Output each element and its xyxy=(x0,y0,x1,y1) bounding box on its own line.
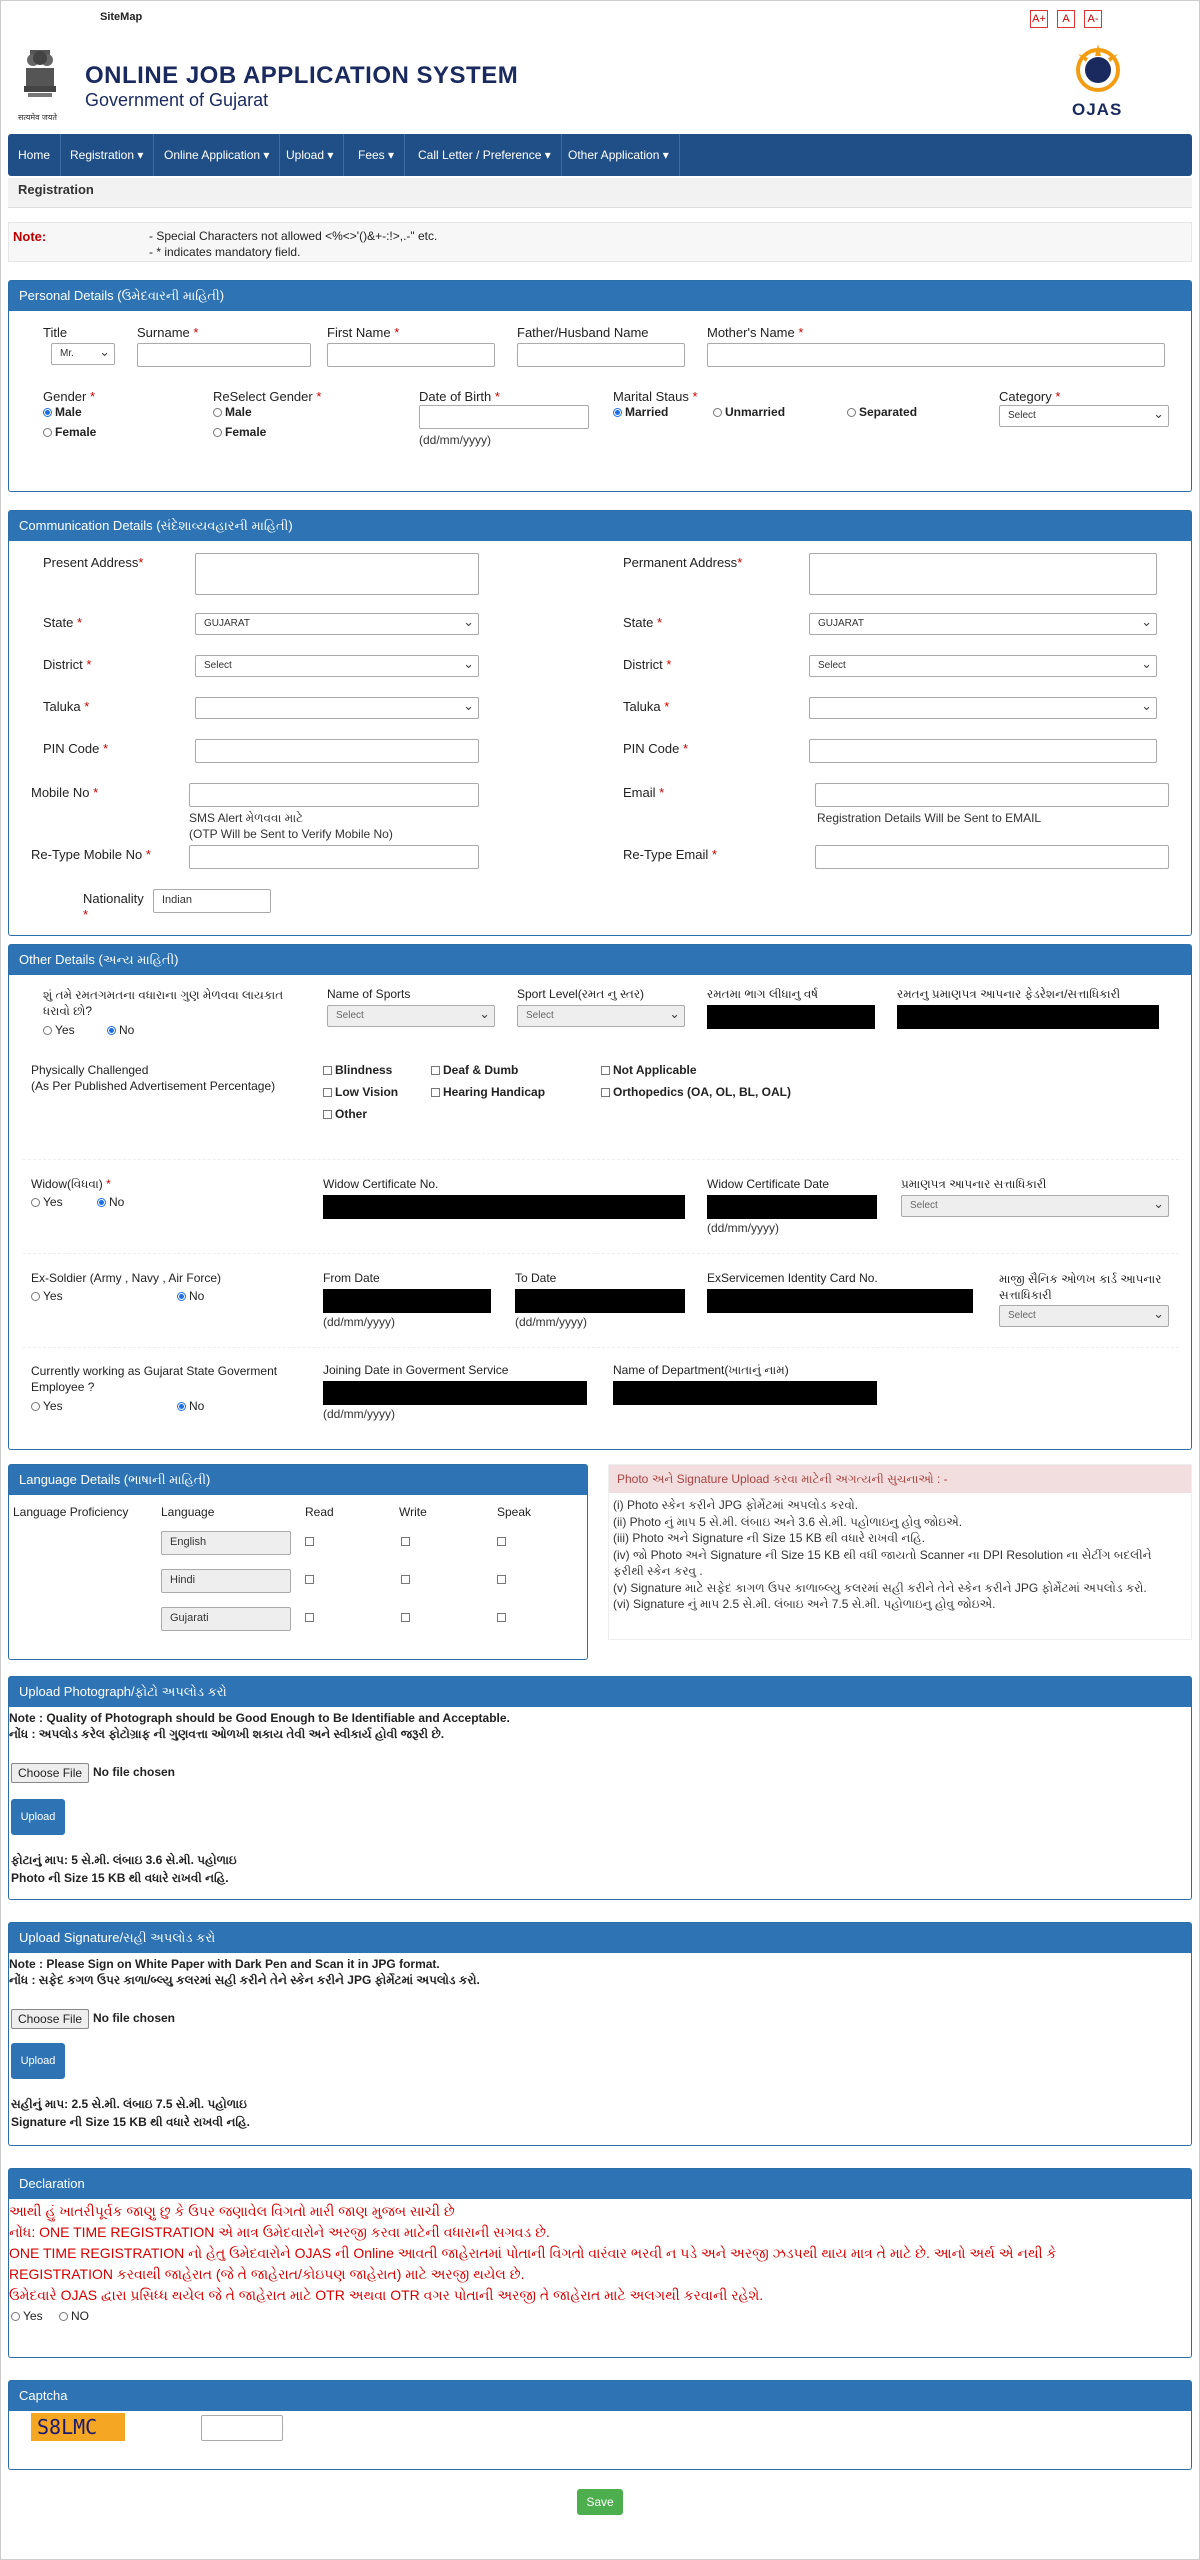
language-gujarati-field: Gujarati xyxy=(161,1607,291,1631)
signature-size-limit: Signature ની Size 15 KB થી વધારે રાખવી નહિ. xyxy=(11,2115,250,2129)
otp-note: (OTP Will be Sent to Verify Mobile No) xyxy=(189,827,393,841)
declaration-line: ઉમેદવારે OJAS દ્વારા પ્રસિધ્ધ થયેલ જે તે જાહેરાત માટે OTR અથવા OTR વગર પોતાની અરજી તે જાહેરાત માટે અલગથી કરવાની રહેશે. xyxy=(9,2287,764,2303)
nationality-required: * xyxy=(83,907,89,922)
language-hindi-field: Hindi xyxy=(161,1569,291,1593)
category-label: Category * xyxy=(999,389,1061,404)
upload-signature-panel xyxy=(8,1922,1192,2146)
present-pin-label: PIN Code * xyxy=(43,741,109,756)
marital-married-radio[interactable]: Married xyxy=(613,405,668,419)
lang-col-speak: Speak xyxy=(497,1505,532,1519)
nationality-input[interactable]: Indian xyxy=(153,889,271,913)
nav-call-letter[interactable]: Call Letter / Preference ▾ xyxy=(408,134,562,176)
other-details-heading: Other Details (અન્ય માહિતી) xyxy=(9,945,1191,975)
retype-email-label: Re-Type Email * xyxy=(623,847,717,862)
sports-level-label: Sport Level(રમત નુ સ્તર) xyxy=(517,987,645,1001)
font-normal-button[interactable]: A xyxy=(1057,10,1075,28)
ex-soldier-no-radio[interactable]: No xyxy=(177,1289,204,1303)
reselect-gender-label: ReSelect Gender * xyxy=(213,389,322,404)
ex-id-input[interactable] xyxy=(707,1289,973,1313)
dob-input[interactable] xyxy=(419,405,589,429)
declaration-line: ONE TIME REGISTRATION નો હેતુ ઉમેદવારોને OJAS ની Online આવતી જાહેરાતમાં પોતાની વિગતો વારંવાર ભરવી ન પડે અને અરજી ઝડપથી થાય માત્ર તે માટે છે. આનો અર્થ એ નથી કે xyxy=(9,2245,1057,2261)
english-read-checkbox[interactable] xyxy=(305,1537,314,1546)
from-date-label: From Date xyxy=(323,1271,380,1285)
declaration-text xyxy=(9,2201,1189,2306)
govt-yes-radio[interactable]: Yes xyxy=(31,1399,63,1413)
captcha-input[interactable] xyxy=(201,2415,283,2441)
dob-hint: (dd/mm/yyyy) xyxy=(419,433,491,447)
nav-registration[interactable]: Registration ▾ xyxy=(60,134,154,176)
ph-low-vision-checkbox[interactable]: Low Vision xyxy=(323,1085,398,1099)
present-taluka-label: Taluka * xyxy=(43,699,90,714)
govt-no-radio[interactable]: No xyxy=(177,1399,204,1413)
present-district-select[interactable]: Select ⌄ xyxy=(195,655,479,677)
instruction-line: ફરીથી સ્કેન કરવુ . xyxy=(613,1564,703,1578)
ex-authority-label: માજી સૈનિક ઓળખ કાર્ડ આપનાર સત્તાધિકારી xyxy=(999,1272,1162,1302)
widow-certificate-input[interactable] xyxy=(323,1195,685,1219)
from-date-input[interactable] xyxy=(323,1289,491,1313)
permanent-pin-label: PIN Code * xyxy=(623,741,689,756)
sports-level-select[interactable]: Select ⌄ xyxy=(517,1005,685,1027)
upload-photo-heading: Upload Photograph/ફોટો અપલોડ કરો xyxy=(9,1677,1191,1707)
sms-alert-note: SMS Alert મેળવવા માટે xyxy=(189,811,304,825)
present-taluka-select[interactable] xyxy=(195,697,479,719)
widow-date-input[interactable] xyxy=(707,1195,877,1219)
gender-female-radio[interactable]: Female xyxy=(43,425,96,439)
mother-name-label: Mother's Name * xyxy=(707,325,804,340)
signature-size-dimensions: સહીનું માપ: 2.5 સે.મી. લંબાઇ 7.5 સે.મી. પહોળાઇ xyxy=(11,2097,247,2111)
declaration-line: REGISTRATION કરવાથી જાહેરાત (જે તે જાહેરાત/કોઇપણ જાહેરાત) માટે અરજી થયેલ છે. xyxy=(9,2266,525,2282)
surname-label: Surname * xyxy=(137,325,199,340)
nav-other-application[interactable]: Other Application ▾ xyxy=(558,134,680,176)
ex-soldier-yes-radio[interactable]: Yes xyxy=(31,1289,63,1303)
present-district-label: District * xyxy=(43,657,92,672)
signature-upload-button[interactable]: Upload xyxy=(11,2043,65,2079)
divider xyxy=(23,1159,1179,1160)
note-line: - Special Characters not allowed <%<>'()&+-:!>,.-" etc. xyxy=(149,229,438,243)
lang-col-write: Write xyxy=(399,1505,427,1519)
ojas-logo-text: OJAS xyxy=(1072,100,1123,119)
email-label: Email * xyxy=(623,785,665,800)
site-subtitle: Government of Gujarat xyxy=(85,90,269,110)
sports-no-radio[interactable]: No xyxy=(107,1023,134,1037)
permanent-pin-input[interactable] xyxy=(809,739,1157,763)
signature-note-gu: નોંધ : સફેદ કગળ ઉપર કાળા/બ્લ્યુ કલરમાં સહી કરીને તેને સ્કેન કરીને JPG ફોર્મેટમાં અપલોડ કરો. xyxy=(9,1973,480,1987)
nav-home[interactable]: Home xyxy=(8,134,61,176)
sports-name-select[interactable]: Select ⌄ xyxy=(327,1005,495,1027)
site-header xyxy=(0,34,1200,134)
widow-authority-select[interactable]: Select ⌄ xyxy=(901,1195,1169,1217)
sports-question: શું તમે રમતગમતના વધારાના ગુણ મેળવવા લાયકાત ધરાવો છો? xyxy=(43,988,284,1018)
marital-separated-radio[interactable]: Separated xyxy=(847,405,917,419)
to-date-label: To Date xyxy=(515,1271,557,1285)
gujarati-write-checkbox[interactable] xyxy=(401,1613,410,1622)
upload-instructions-box xyxy=(608,1464,1192,1640)
captcha-heading: Captcha xyxy=(9,2381,1191,2411)
permanent-address-label: Permanent Address* xyxy=(623,555,743,570)
ex-authority-select[interactable]: Select ⌄ xyxy=(999,1305,1169,1327)
present-state-select[interactable]: GUJARAT ⌄ xyxy=(195,613,479,635)
regender-female-radio[interactable]: Female xyxy=(213,425,266,439)
marital-status-label: Marital Staus * xyxy=(613,389,698,404)
category-select[interactable]: Select ⌄ xyxy=(999,405,1169,427)
declaration-yes-radio[interactable]: Yes xyxy=(11,2309,43,2323)
language-details-heading: Language Details (ભાષાની માહિતી) xyxy=(9,1465,587,1495)
ph-other-checkbox[interactable]: Other xyxy=(323,1107,367,1121)
ex-id-label: ExServicemen Identity Card No. xyxy=(707,1271,878,1285)
declaration-line: નોંધ: ONE TIME REGISTRATION એ માત્ર ઉમેદવારોને અરજી કરવા માટેની વધારાની સગવડ છે. xyxy=(9,2224,550,2240)
sports-authority-input[interactable] xyxy=(897,1005,1159,1029)
personal-details-panel xyxy=(8,280,1192,492)
nav-upload[interactable]: Upload ▾ xyxy=(276,134,344,176)
instruction-line: (vi) Signature નું માપ 2.5 સે.મી. લંબાઇ અને 7.5 સે.મી. પહોળાઇનુ હોવુ જોઇએ. xyxy=(613,1597,996,1611)
permanent-address-input[interactable] xyxy=(809,553,1157,595)
email-note: Registration Details Will be Sent to EMAIL xyxy=(817,811,1042,825)
to-date-input[interactable] xyxy=(515,1289,685,1313)
retype-mobile-input[interactable] xyxy=(189,845,479,869)
regender-male-radio[interactable]: Male xyxy=(213,405,252,419)
captcha-panel xyxy=(8,2380,1192,2470)
permanent-district-label: District * xyxy=(623,657,672,672)
ex-soldier-label: Ex-Soldier (Army , Navy , Air Force) xyxy=(31,1271,222,1285)
joining-date-hint: (dd/mm/yyyy) xyxy=(323,1407,395,1421)
widow-label: Widow(વિધવા) * xyxy=(31,1177,111,1191)
email-input[interactable] xyxy=(815,783,1169,807)
ph-orthopedics-checkbox[interactable]: Orthopedics (OA, OL, BL, OAL) xyxy=(601,1085,791,1099)
sports-yes-radio[interactable]: Yes xyxy=(43,1023,75,1037)
save-button[interactable]: Save xyxy=(577,2489,623,2515)
note-label: Note: xyxy=(13,229,47,244)
photo-choose-file-button[interactable]: Choose File xyxy=(11,1763,89,1783)
english-write-checkbox[interactable] xyxy=(401,1537,410,1546)
divider xyxy=(23,1253,1179,1254)
title-select[interactable]: Mr. ⌄ xyxy=(51,343,115,365)
site-title: ONLINE JOB APPLICATION SYSTEM xyxy=(85,62,519,89)
marital-unmarried-radio[interactable]: Unmarried xyxy=(713,405,785,419)
nav-fees[interactable]: Fees ▾ xyxy=(348,134,405,176)
signature-choose-file-button[interactable]: Choose File xyxy=(11,2009,89,2029)
photo-size-dimensions: ફોટાનું માપ: 5 સે.મી. લંબાઇ 3.6 સે.મી. પહોળાઇ xyxy=(11,1853,237,1867)
present-address-label: Present Address* xyxy=(43,555,144,570)
widow-yes-radio[interactable]: Yes xyxy=(31,1195,63,1209)
sports-authority-label: રમતનુ પ્રમાણપત્ર આપનાર ફેડરેશન/સત્તાધિકારી xyxy=(897,987,1121,1001)
gujarati-speak-checkbox[interactable] xyxy=(497,1613,506,1622)
signature-file-status: No file chosen xyxy=(93,2011,176,2025)
photo-note-en: Note : Quality of Photograph should be Good Enough to Be Identifiable and Acceptable. xyxy=(9,1711,510,1725)
ph-hearing-handicap-checkbox[interactable]: Hearing Handicap xyxy=(431,1085,545,1099)
language-details-panel xyxy=(8,1464,588,1660)
permanent-state-select[interactable]: GUJARAT ⌄ xyxy=(809,613,1157,635)
gender-label: Gender * xyxy=(43,389,96,404)
surname-input[interactable] xyxy=(137,343,311,367)
physically-challenged-sublabel: (As Per Published Advertisement Percentage) xyxy=(31,1079,276,1093)
sports-year-label: રમતમા ભાગ લીધાનુ વર્ષ xyxy=(707,987,819,1001)
upload-photo-panel xyxy=(8,1676,1192,1900)
present-address-input[interactable] xyxy=(195,553,479,595)
captcha-image: S8LMC xyxy=(31,2413,125,2441)
language-english-field: English xyxy=(161,1531,291,1555)
joining-date-label: Joining Date in Goverment Service xyxy=(323,1363,509,1377)
note-line: - * indicates mandatory field. xyxy=(149,245,301,259)
department-label: Name of Department(ખાતાનું નામ) xyxy=(613,1363,789,1377)
mobile-input[interactable] xyxy=(189,783,479,807)
upload-instructions-list xyxy=(613,1497,1189,1613)
instruction-line: (v) Signature માટે સફેદ કાગળ ઉપર કાળાબ્લ્યુ કલરમાં સહી કરીને તેને સ્કેન કરીને JPG ફોર્મેટમાં અપલોડ કરો. xyxy=(613,1580,1147,1595)
top-bar xyxy=(0,0,1200,34)
lang-col-language: Language xyxy=(161,1505,215,1519)
font-increase-button[interactable]: A+ xyxy=(1030,10,1048,28)
permanent-district-select[interactable]: Select ⌄ xyxy=(809,655,1157,677)
present-state-label: State * xyxy=(43,615,83,630)
signature-note-en: Note : Please Sign on White Paper with Dark Pen and Scan it in JPG format. xyxy=(9,1957,440,1971)
physically-challenged-label: Physically Challenged xyxy=(31,1063,149,1077)
declaration-no-radio[interactable]: NO xyxy=(59,2309,89,2323)
govt-employee-label: Currently working as Gujarat State Goverment Employee ? xyxy=(31,1364,278,1394)
breadcrumb: Registration xyxy=(8,178,1192,208)
other-details-panel xyxy=(8,944,1192,1450)
upload-instructions-heading: Photo અને Signature Upload કરવા માટેની અગત્યની સુચનાઓ : - xyxy=(609,1465,1191,1493)
title-label: Title xyxy=(43,325,68,340)
main-nav xyxy=(8,134,1192,176)
widow-date-hint: (dd/mm/yyyy) xyxy=(707,1221,779,1235)
ph-blindness-checkbox[interactable]: Blindness xyxy=(323,1063,392,1077)
hindi-read-checkbox[interactable] xyxy=(305,1575,314,1584)
note-box xyxy=(8,222,1192,262)
widow-no-radio[interactable]: No xyxy=(97,1195,124,1209)
declaration-panel xyxy=(8,2168,1192,2358)
emblem-caption: सत्यमेव जयते xyxy=(18,113,57,122)
widow-certificate-label: Widow Certificate No. xyxy=(323,1177,439,1191)
instruction-line: (iv) જો Photo અને Signature ની Size 15 KB થી વધી જાયતો Scanner ના DPI Resolution ના સેટીંગ બદલીને xyxy=(613,1547,1152,1562)
to-date-hint: (dd/mm/yyyy) xyxy=(515,1315,587,1329)
permanent-taluka-label: Taluka * xyxy=(623,699,670,714)
declaration-line: આથી હું ખાતરીપૂર્વક જાણુ છુ કે ઉપર જણાવેલ વિગતો મારી જાણ મુજબ સાચી છે xyxy=(9,2203,455,2219)
ph-not-applicable-checkbox[interactable]: Not Applicable xyxy=(601,1063,697,1077)
dob-label: Date of Birth * xyxy=(419,389,500,404)
retype-email-input[interactable] xyxy=(815,845,1169,869)
first-name-label: First Name * xyxy=(327,325,400,340)
divider xyxy=(23,1347,1179,1348)
declaration-heading: Declaration xyxy=(9,2169,1191,2199)
permanent-state-label: State * xyxy=(623,615,663,630)
instruction-line: (iii) Photo અને Signature ની Size 15 KB થી વધારે રાખવી નહિ. xyxy=(613,1531,925,1545)
photo-size-limit: Photo ની Size 15 KB થી વધારે રાખવી નહિ. xyxy=(11,1871,229,1885)
instruction-line: (ii) Photo નું માપ 5 સે.મી. લંબાઇ અને 3.6 સે.મી. પહોળાઇનુ હોવુ જોઇએ. xyxy=(613,1514,963,1529)
from-date-hint: (dd/mm/yyyy) xyxy=(323,1315,395,1329)
retype-mobile-label: Re-Type Mobile No * xyxy=(31,847,151,862)
gujarati-read-checkbox[interactable] xyxy=(305,1613,314,1622)
nationality-label: Nationality xyxy=(83,891,144,906)
widow-authority-label: પ્રમાણપત્ર આપનાર સત્તાધિકારી xyxy=(901,1177,1047,1191)
sitemap-link[interactable]: SiteMap xyxy=(100,11,143,23)
ph-deaf-dumb-checkbox[interactable]: Deaf & Dumb xyxy=(431,1063,518,1077)
gender-male-radio[interactable]: Male xyxy=(43,405,82,419)
first-name-input[interactable] xyxy=(327,343,495,367)
communication-details-panel xyxy=(8,510,1192,936)
english-speak-checkbox[interactable] xyxy=(497,1537,506,1546)
sports-name-label: Name of Sports xyxy=(327,987,411,1001)
photo-upload-button[interactable]: Upload xyxy=(11,1799,65,1835)
father-name-label: Father/Husband Name xyxy=(517,325,649,340)
lang-col-read: Read xyxy=(305,1505,334,1519)
hindi-speak-checkbox[interactable] xyxy=(497,1575,506,1584)
personal-details-heading: Personal Details (ઉમેદવારની માહિતી) xyxy=(9,281,1191,311)
mobile-label: Mobile No * xyxy=(31,785,99,800)
joining-date-input[interactable] xyxy=(323,1381,587,1405)
mother-name-input[interactable] xyxy=(707,343,1165,367)
widow-date-label: Widow Certificate Date xyxy=(707,1177,830,1191)
instruction-line: (i) Photo સ્કેન કરીને JPG ફોર્મેટમાં અપલોડ કરવો. xyxy=(613,1498,859,1512)
upload-signature-heading: Upload Signature/સહી અપલોડ કરો xyxy=(9,1923,1191,1953)
sports-year-input[interactable] xyxy=(707,1005,875,1029)
nav-online-application[interactable]: Online Application ▾ xyxy=(154,134,280,176)
font-decrease-button[interactable]: A- xyxy=(1084,10,1102,28)
photo-file-status: No file chosen xyxy=(93,1765,176,1779)
present-pin-input[interactable] xyxy=(195,739,479,763)
department-input[interactable] xyxy=(613,1381,877,1405)
communication-details-heading: Communication Details (સંદેશાવ્યવહારની માહિતી) xyxy=(9,511,1191,541)
photo-note-gu: નોંધ : અપલોડ કરેલ ફોટોગ્રાફ ની ગુણવત્તા ઓળખી શકાય તેવી અને સ્વીકાર્ય હોવી જરૂરી છે. xyxy=(9,1727,445,1741)
hindi-write-checkbox[interactable] xyxy=(401,1575,410,1584)
permanent-taluka-select[interactable] xyxy=(809,697,1157,719)
lang-col-proficiency: Language Proficiency xyxy=(13,1505,129,1519)
father-name-input[interactable] xyxy=(517,343,685,367)
